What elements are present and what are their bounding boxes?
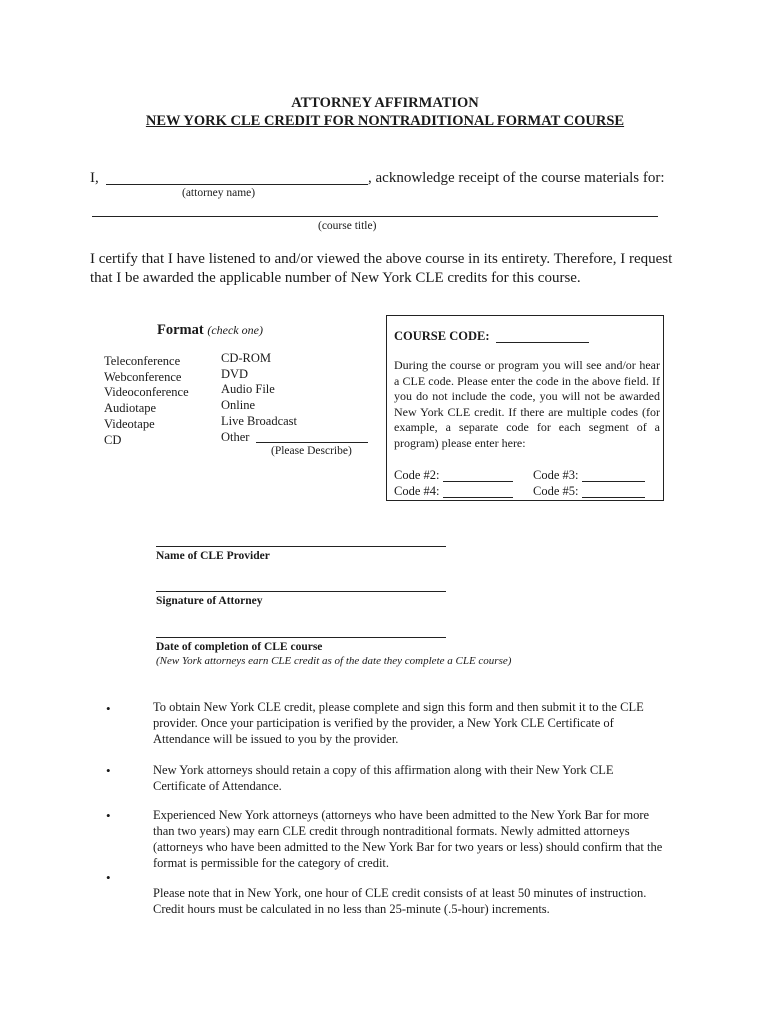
format-option-audio-file[interactable]: Audio File bbox=[221, 382, 275, 397]
format-option-online[interactable]: Online bbox=[221, 398, 256, 413]
code-5-label: Code #5: bbox=[533, 484, 579, 498]
format-option-videoconference[interactable]: Videoconference bbox=[104, 385, 189, 400]
bullet-3-text: Experienced New York attorneys (attorneys who have been admitted to the New York Bar for more than two years) may earn CLE credit through nontraditional formats. Newly admitted attorneys (attorneys who have been admitted to the New York Bar for two years or less) should confirm that the format is permissible for the category of credit. bbox=[153, 808, 663, 870]
completion-date-field[interactable] bbox=[156, 637, 446, 638]
format-option-webconference[interactable]: Webconference bbox=[104, 369, 182, 384]
bullet-2-text: New York attorneys should retain a copy of this affirmation along with their New York CLE Certificate of Attendance. bbox=[153, 763, 614, 793]
course-title-caption: (course title) bbox=[318, 220, 377, 232]
format-option-videotape[interactable]: Videotape bbox=[104, 416, 155, 431]
code-4-label: Code #4: bbox=[394, 484, 440, 498]
bullet-2-symbol: • bbox=[106, 763, 111, 778]
format-hint: (check one) bbox=[207, 323, 263, 337]
certify-line-2: that I be awarded the applicable number of New York CLE credits for this course. bbox=[90, 270, 581, 286]
form-title: ATTORNEY AFFIRMATION bbox=[291, 95, 479, 111]
format-option-audiotape[interactable]: Audiotape bbox=[104, 401, 157, 416]
provider-name-field[interactable] bbox=[156, 546, 446, 547]
bullet-1-symbol: • bbox=[106, 701, 111, 716]
course-title-field[interactable] bbox=[92, 216, 658, 217]
bullet-4-text: Please note that in New York, one hour of CLE credit consists of at least 50 minutes of instruction. Credit hours must be calculated in no less than 25-minute (.5-hour) increments. bbox=[153, 886, 647, 916]
completion-date-label: Date of completion of CLE course bbox=[156, 641, 323, 653]
course-code-heading: COURSE CODE: bbox=[394, 329, 490, 343]
provider-name-label: Name of CLE Provider bbox=[156, 550, 270, 562]
attorney-name-caption: (attorney name) bbox=[182, 187, 256, 199]
format-options-right bbox=[221, 351, 297, 445]
course-code-field[interactable] bbox=[496, 342, 589, 343]
bullet-3-symbol: • bbox=[106, 808, 111, 823]
bullet-1-text: To obtain New York CLE credit, please complete and sign this form and then submit it to the CLE provider. Once your participation is verified by the provider, a New York CLE Certificate of Attendance will be issued to you by the provider. bbox=[153, 700, 644, 746]
format-option-teleconference[interactable]: Teleconference bbox=[104, 354, 181, 368]
ack-prefix: I, bbox=[90, 170, 99, 186]
form-subtitle: NEW YORK CLE CREDIT FOR NONTRADITIONAL FORMAT COURSE bbox=[145, 113, 625, 129]
code-2-field[interactable] bbox=[443, 481, 513, 482]
certify-line-1: I certify that I have listened to and/or viewed the above course in its entirety. Therefore, I request bbox=[90, 251, 673, 267]
code-2-label: Code #2: bbox=[394, 468, 440, 482]
format-option-live-broadcast[interactable]: Live Broadcast bbox=[221, 413, 298, 428]
code-4-field[interactable] bbox=[443, 497, 513, 498]
course-code-instructions: During the course or program you will see and/or hear a CLE code. Please enter the code in the above field. If you do not include the code, you will not be awarded New York CLE credit. If there are multiple codes (for example, a separate code for each segment of a program) please enter here: bbox=[394, 358, 660, 450]
format-options-left bbox=[104, 354, 189, 448]
code-3-label: Code #3: bbox=[533, 468, 579, 482]
format-option-other[interactable]: Other bbox=[221, 429, 250, 444]
attorney-signature-field[interactable] bbox=[156, 591, 446, 592]
format-heading: Format (check one) bbox=[157, 322, 263, 338]
format-option-dvd[interactable]: DVD bbox=[221, 366, 249, 381]
attorney-name-field[interactable] bbox=[106, 184, 368, 185]
describe-caption: (Please Describe) bbox=[271, 445, 352, 457]
format-option-cd-rom[interactable]: CD-ROM bbox=[221, 351, 272, 365]
bullet-4-symbol: • bbox=[106, 870, 111, 885]
completion-date-note: (New York attorneys earn CLE credit as of the date they complete a CLE course) bbox=[156, 655, 512, 667]
ack-suffix: , acknowledge receipt of the course materials for: bbox=[368, 170, 665, 186]
format-option-cd[interactable]: CD bbox=[104, 432, 122, 447]
attorney-signature-label: Signature of Attorney bbox=[156, 595, 263, 607]
code-3-field[interactable] bbox=[582, 481, 645, 482]
other-format-field[interactable] bbox=[256, 442, 368, 443]
code-5-field[interactable] bbox=[582, 497, 645, 498]
